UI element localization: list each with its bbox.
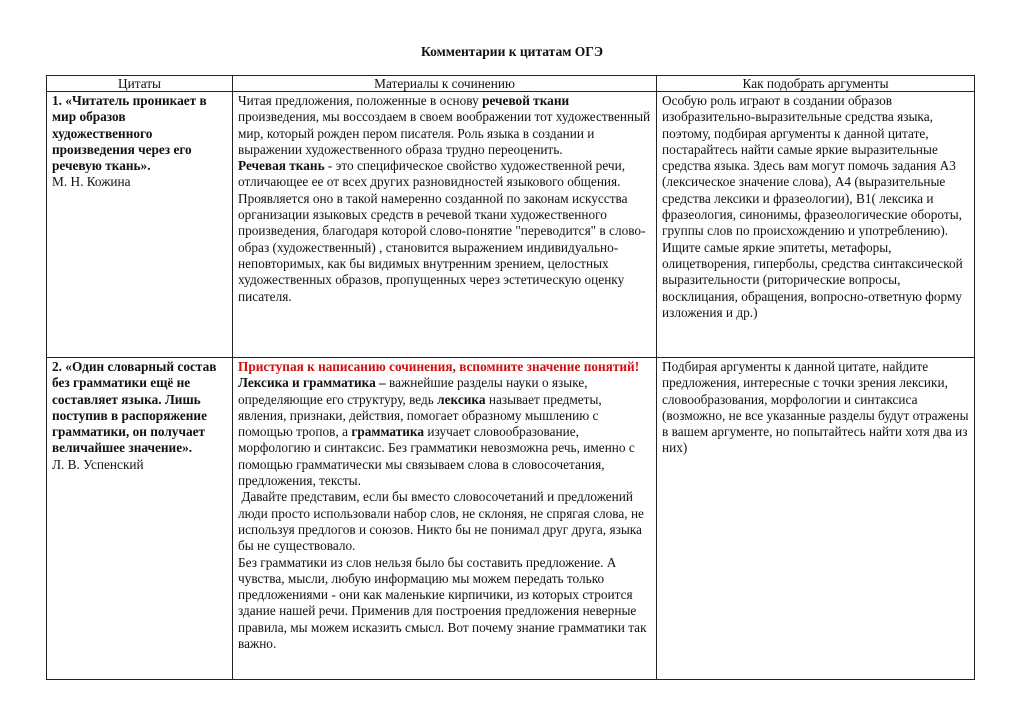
materials-paragraph: Читая предложения, положенные в основу речевой ткани произведения, мы воссоздаем в своем воображении тот художественный мир, который рожден пером писателя. Роль языка в создании и выражении художественного образа трудно переоценить. [238, 93, 651, 157]
materials-paragraph: Речевая ткань - это специфическое свойство художественной речи, отличающее ее от всех других разновидностей языкового общения. Проявляется оно в такой намеренно созданной по законам искусства организации языковых средств в речевой ткани художественного произведения, благодаря которой слово-понятие "переводится" в слово-образ (художественный) , становится выражением индивидуально-неповторимых, как бы видимых внутренним зрением, целостных художественных образов, пропущенных через эстетическую оценку писателя. [238, 158, 646, 304]
header-materials: Материалы к сочинению [233, 76, 657, 92]
quote-cell [47, 92, 233, 358]
materials-cell [233, 358, 657, 680]
arguments-cell: Подбирая аргументы к данной цитате, найдите предложения, интересные с точки зрения лексики, словообразования, морфологии и синтаксиса (возможно, не все указанные разделы будут отражены в вашем аргументе, но попытайтесь найти хотя два из них) [657, 358, 975, 680]
header-quotes: Цитаты [47, 76, 233, 92]
row-number: 2. [52, 359, 66, 374]
document-title: Комментарии к цитатам ОГЭ [420, 44, 604, 59]
quote-cell [47, 358, 233, 680]
table-header-row [47, 76, 975, 92]
materials-cell [233, 92, 657, 358]
materials-paragraph: Давайте представим, если бы вместо словосочетаний и предложений люди просто использовали набор слов, не склоняя, не спрягая слова, не используя предлогов и союзов. Никто бы не понимал друг друга, языка бы не существовало. [238, 489, 648, 554]
table-row [47, 92, 975, 358]
quotes-table [46, 75, 975, 680]
quote-text: «Читатель проникает в мир образов художественного произведения через его речевую ткань». [52, 93, 207, 174]
materials-paragraph: Лексика и грамматика – важнейшие разделы науки о языке, определяющие его структуру, ведь лексика называет предметы, явления, признаки, действия, помогает образному мышлению с помощью тропов, а грамматика изучает словообразование, морфологию и синтаксис. Без грамматики невозможна речь, именно с помощью грамматически мы связываем слова в словосочетания, предложения, тексты. [238, 375, 635, 489]
table-row [47, 358, 975, 680]
header-arguments: Как подобрать аргументы [657, 76, 975, 92]
row-number: 1. [52, 93, 66, 108]
reminder-note: Приступая к написанию сочинения, вспомните значение понятий! [238, 359, 640, 374]
arguments-cell: Особую роль играют в создании образов изобразительно-выразительные средства языка, поэтому, подбирая аргументы к данной цитате, постарайтесь найти самые яркие выразительные средства языка. Здесь вам могут помочь задания А3 (лексическое значение слова), А4 (выразительные средства лексики и фразеологии), В1( лексика и фразеология, синонимы, фразеологические обороты, группы слов по происхождению и употреблению). Ищите самые яркие эпитеты, метафоры, олицетворения, гиперболы, средства синтаксической выразительности (риторические вопросы, восклицания, обращения, вопросно-ответную форму изложения и др.) [657, 92, 975, 358]
materials-paragraph: Без грамматики из слов нельзя было бы составить предложение. А чувства, мысли, любую информацию мы можем передать только предложениями - они как маленькие кирпичики, из которых строится здание нашей речи. Применив для построения предложения неверные правила, мы можем исказить смысл. Вот почему знание грамматики так важно. [238, 554, 647, 652]
quote-author: М. Н. Кожина [52, 174, 131, 190]
quote-author: Л. В. Успенский [52, 456, 144, 472]
quote-text: «Один словарный состав без грамматики ещё не составляет языка. Лишь поступив в распоряжение грамматики, он получает величайшее значение». [52, 359, 217, 456]
